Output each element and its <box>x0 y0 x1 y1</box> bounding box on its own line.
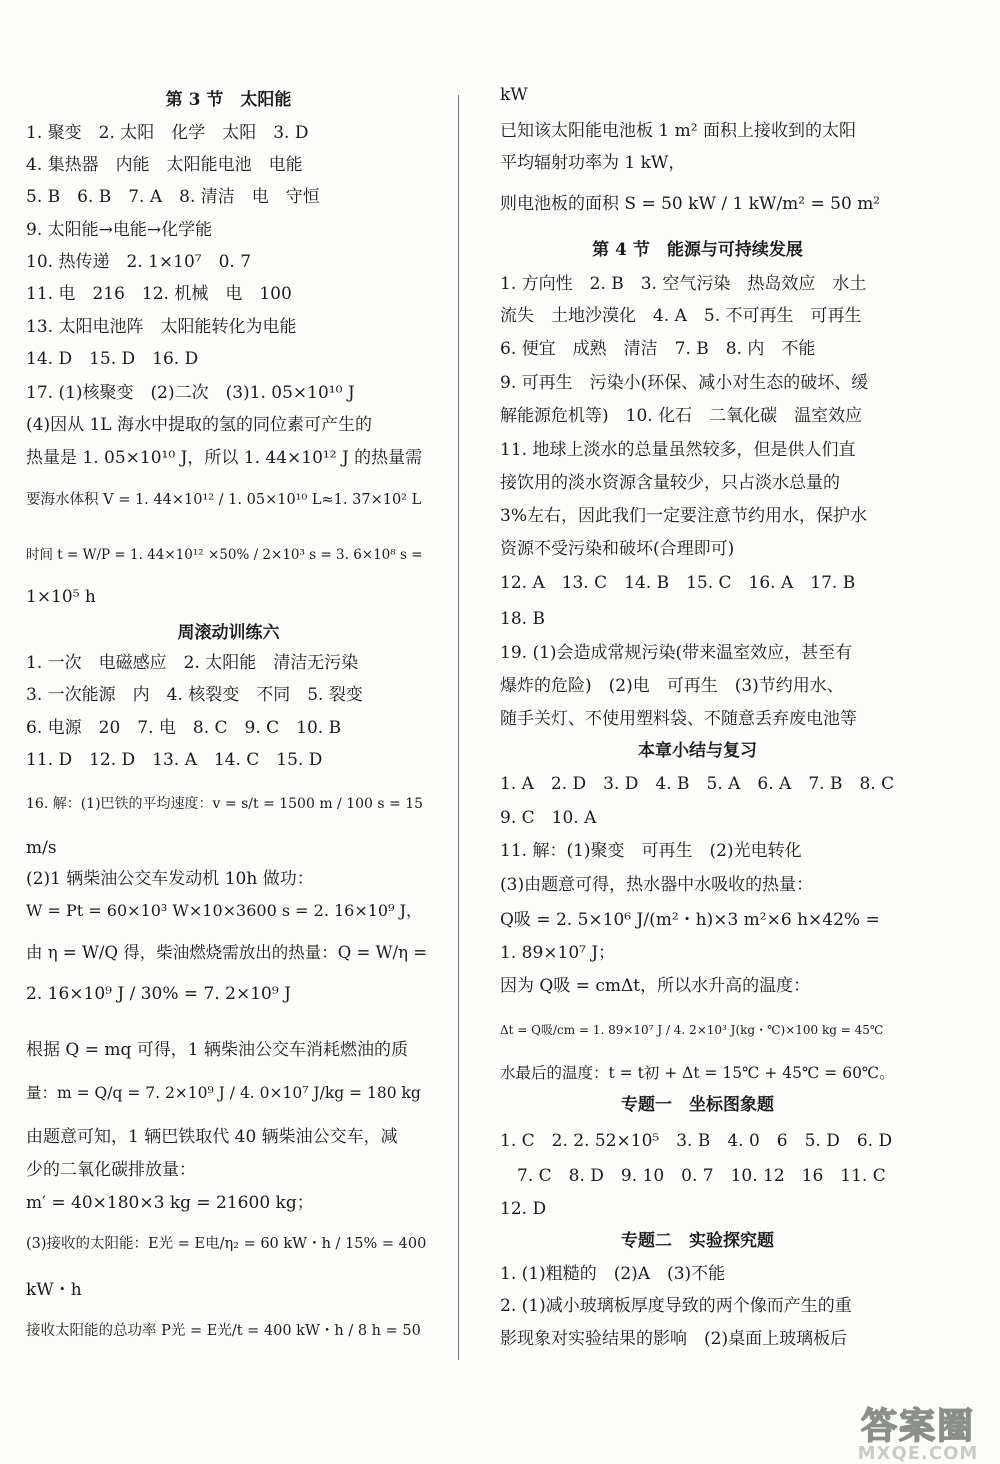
section-heading: 周滚动训练六 <box>177 623 280 643</box>
answer-line: 9. C 10. A <box>500 808 597 828</box>
answer-line: 接饮用的淡水资源含量较少，只占淡水总量的 <box>500 473 840 493</box>
section-heading: 专题一 坐标图象题 <box>621 1095 774 1115</box>
answer-line: 资源不受污染和破坏(合理即可) <box>500 539 735 559</box>
answer-line: 1. C 2. 2. 52×10⁵ 3. B 4. 0 6 5. D 6. D <box>500 1131 893 1151</box>
answer-line: 17. (1)核聚变 (2)二次 (3)1. 05×10¹⁰ J <box>26 383 355 403</box>
answer-line: 1. 方向性 2. B 3. 空气污染 热岛效应 水土 <box>500 274 867 294</box>
answer-line: kW・h <box>26 1280 82 1300</box>
answer-line: 因为 Q吸 = cmΔt，所以水升高的温度： <box>500 976 811 996</box>
answer-line: 由 η = W/Q 得，柴油燃烧需放出的热量：Q = W/η = <box>26 943 428 962</box>
answer-line: 根据 Q = mq 可得，1 辆柴油公交车消耗燃油的质 <box>26 1040 409 1060</box>
section-heading: 第 3 节 太阳能 <box>165 90 292 110</box>
answer-line: 11. 电 216 12. 机械 电 100 <box>26 284 292 304</box>
answer-line: 随手关灯、不使用塑料袋、不随意丢弃废电池等 <box>500 709 857 729</box>
watermark-url: MXQE.COM <box>857 1443 979 1464</box>
answer-line: 11. D 12. D 13. A 14. C 15. D <box>26 750 323 770</box>
watermark-logo <box>838 1400 998 1462</box>
section-heading: 本章小结与复习 <box>638 741 757 761</box>
answer-line: m/s <box>26 838 57 858</box>
answer-line: 则电池板的面积 S = 50 kW / 1 kW/m² = 50 m² <box>500 194 881 214</box>
section-heading: 第 4 节 能源与可持续发展 <box>592 240 803 260</box>
answer-line: m′ = 40×180×3 kg = 21600 kg； <box>26 1193 314 1213</box>
answer-line: 爆炸的危险) (2)电 可再生 (3)节约用水、 <box>500 676 844 696</box>
answer-line: 11. 解：(1)聚变 可再生 (2)光电转化 <box>500 841 802 861</box>
answer-line: 1. 聚变 2. 太阳 化学 太阳 3. D <box>26 123 309 143</box>
answer-line: 热量是 1. 05×10¹⁰ J，所以 1. 44×10¹² J 的热量需 <box>26 448 423 468</box>
answer-line: 1. 一次 电磁感应 2. 太阳能 清洁无污染 <box>26 653 359 673</box>
answer-line: 18. B <box>500 609 545 629</box>
watermark-text: 答案圈 <box>860 1406 975 1447</box>
answer-line: 已知该太阳能电池板 1 m² 面积上接收到的太阳 <box>500 121 856 141</box>
answer-line: 10. 热传递 2. 1×10⁷ 0. 7 <box>26 252 252 272</box>
answer-line: 平均辐射功率为 1 kW， <box>500 153 686 173</box>
answer-line: 14. D 15. D 16. D <box>26 349 199 369</box>
answer-line: 7. C 8. D 9. 10 0. 7 10. 12 16 11. C <box>500 1166 886 1186</box>
answer-line: 11. 地球上淡水的总量虽然较多，但是供人们直 <box>500 440 856 460</box>
answer-line: 13. 太阳电池阵 太阳能转化为电能 <box>26 317 297 337</box>
answer-line: Q吸 = 2. 5×10⁶ J/(m²・h)×3 m²×6 h×42% = <box>500 910 880 930</box>
answer-line: 由题意可知，1 辆巴铁取代 40 辆柴油公交车，减 <box>26 1127 398 1147</box>
answer-line: 4. 集热器 内能 太阳能电池 电能 <box>26 155 303 175</box>
answer-line: 16. 解：(1)巴铁的平均速度：v = s/t = 1500 m / 100 s = 15 <box>26 796 424 812</box>
answer-line: 5. B 6. B 7. A 8. 清洁 电 守恒 <box>26 187 320 207</box>
answer-line: 1. A 2. D 3. D 4. B 5. A 6. A 7. B 8. C <box>500 774 895 794</box>
answer-line: 影现象对实验结果的影响 (2)桌面上玻璃板后 <box>500 1329 848 1349</box>
answer-line: 3. 一次能源 内 4. 核裂变 不同 5. 裂变 <box>26 685 363 705</box>
answer-line: 要海水体积 V = 1. 44×10¹² / 1. 05×10¹⁰ L≈1. 37×10² L <box>26 492 422 508</box>
answer-line: 9. 可再生 污染小(环保、减小对生态的破坏、缓 <box>500 373 869 393</box>
answer-line: 3%左右，因此我们一定要注意节约用水，保护水 <box>500 506 867 526</box>
answer-line: 6. 电源 20 7. 电 8. C 9. C 10. B <box>26 718 342 738</box>
answer-line: 2. 16×10⁹ J / 30% = 7. 2×10⁹ J <box>26 984 291 1004</box>
answer-line: 解能源危机等) 10. 化石 二氧化碳 温室效应 <box>500 406 863 426</box>
answer-line: 12. A 13. C 14. B 15. C 16. A 17. B <box>500 573 856 593</box>
answer-line: 时间 t = W/P = 1. 44×10¹² ×50% / 2×10³ s = 3. 6×10⁸ s = <box>26 547 423 563</box>
answer-line: (3)由题意可得，热水器中水吸收的热量： <box>500 875 814 895</box>
column-divider <box>458 95 459 1360</box>
answer-line: 少的二氧化碳排放量： <box>26 1160 196 1180</box>
answer-line: 接收太阳能的总功率 P光 = E光/t = 400 kW・h / 8 h = 50 <box>26 1323 421 1339</box>
answer-line: (4)因从 1L 海水中提取的氢的同位素可产生的 <box>26 415 372 435</box>
answer-line: Δt = Q吸/cm = 1. 89×10⁷ J / 4. 2×10³ J(kg・℃)×100 kg = 45℃ <box>500 1023 884 1037</box>
answer-line: 1. (1)粗糙的 (2)A (3)不能 <box>500 1264 726 1284</box>
answer-line: 2. (1)减小玻璃板厚度导致的两个像而产生的重 <box>500 1296 852 1316</box>
answer-line: (2)1 辆柴油公交车发动机 10h 做功： <box>26 869 314 889</box>
answer-line: 12. D <box>500 1199 547 1219</box>
answer-line: 流失 土地沙漠化 4. A 5. 不可再生 可再生 <box>500 306 862 326</box>
section-heading: 专题二 实验探究题 <box>621 1231 774 1251</box>
answer-line: 1×10⁵ h <box>26 587 96 607</box>
answer-line: kW <box>500 85 528 105</box>
answer-line: 量：m = Q/q = 7. 2×10⁹ J / 4. 0×10⁷ J/kg = 180 kg <box>26 1084 421 1102</box>
answer-line: W = Pt = 60×10³ W×10×3600 s = 2. 16×10⁹ J， <box>26 901 423 920</box>
answer-line: 1. 89×10⁷ J； <box>500 943 616 963</box>
answer-line: 水最后的温度：t = t初 + Δt = 15℃ + 45℃ = 60℃。 <box>500 1064 895 1082</box>
answer-line: (3)接收的太阳能：E光 = E电/η₂ = 60 kW・h / 15% = 400 <box>26 1236 427 1252</box>
answer-line: 6. 便宜 成熟 清洁 7. B 8. 内 不能 <box>500 339 816 359</box>
answer-line: 19. (1)会造成常规污染(带来温室效应，甚至有 <box>500 643 853 663</box>
answer-line: 9. 太阳能→电能→化学能 <box>26 220 213 240</box>
